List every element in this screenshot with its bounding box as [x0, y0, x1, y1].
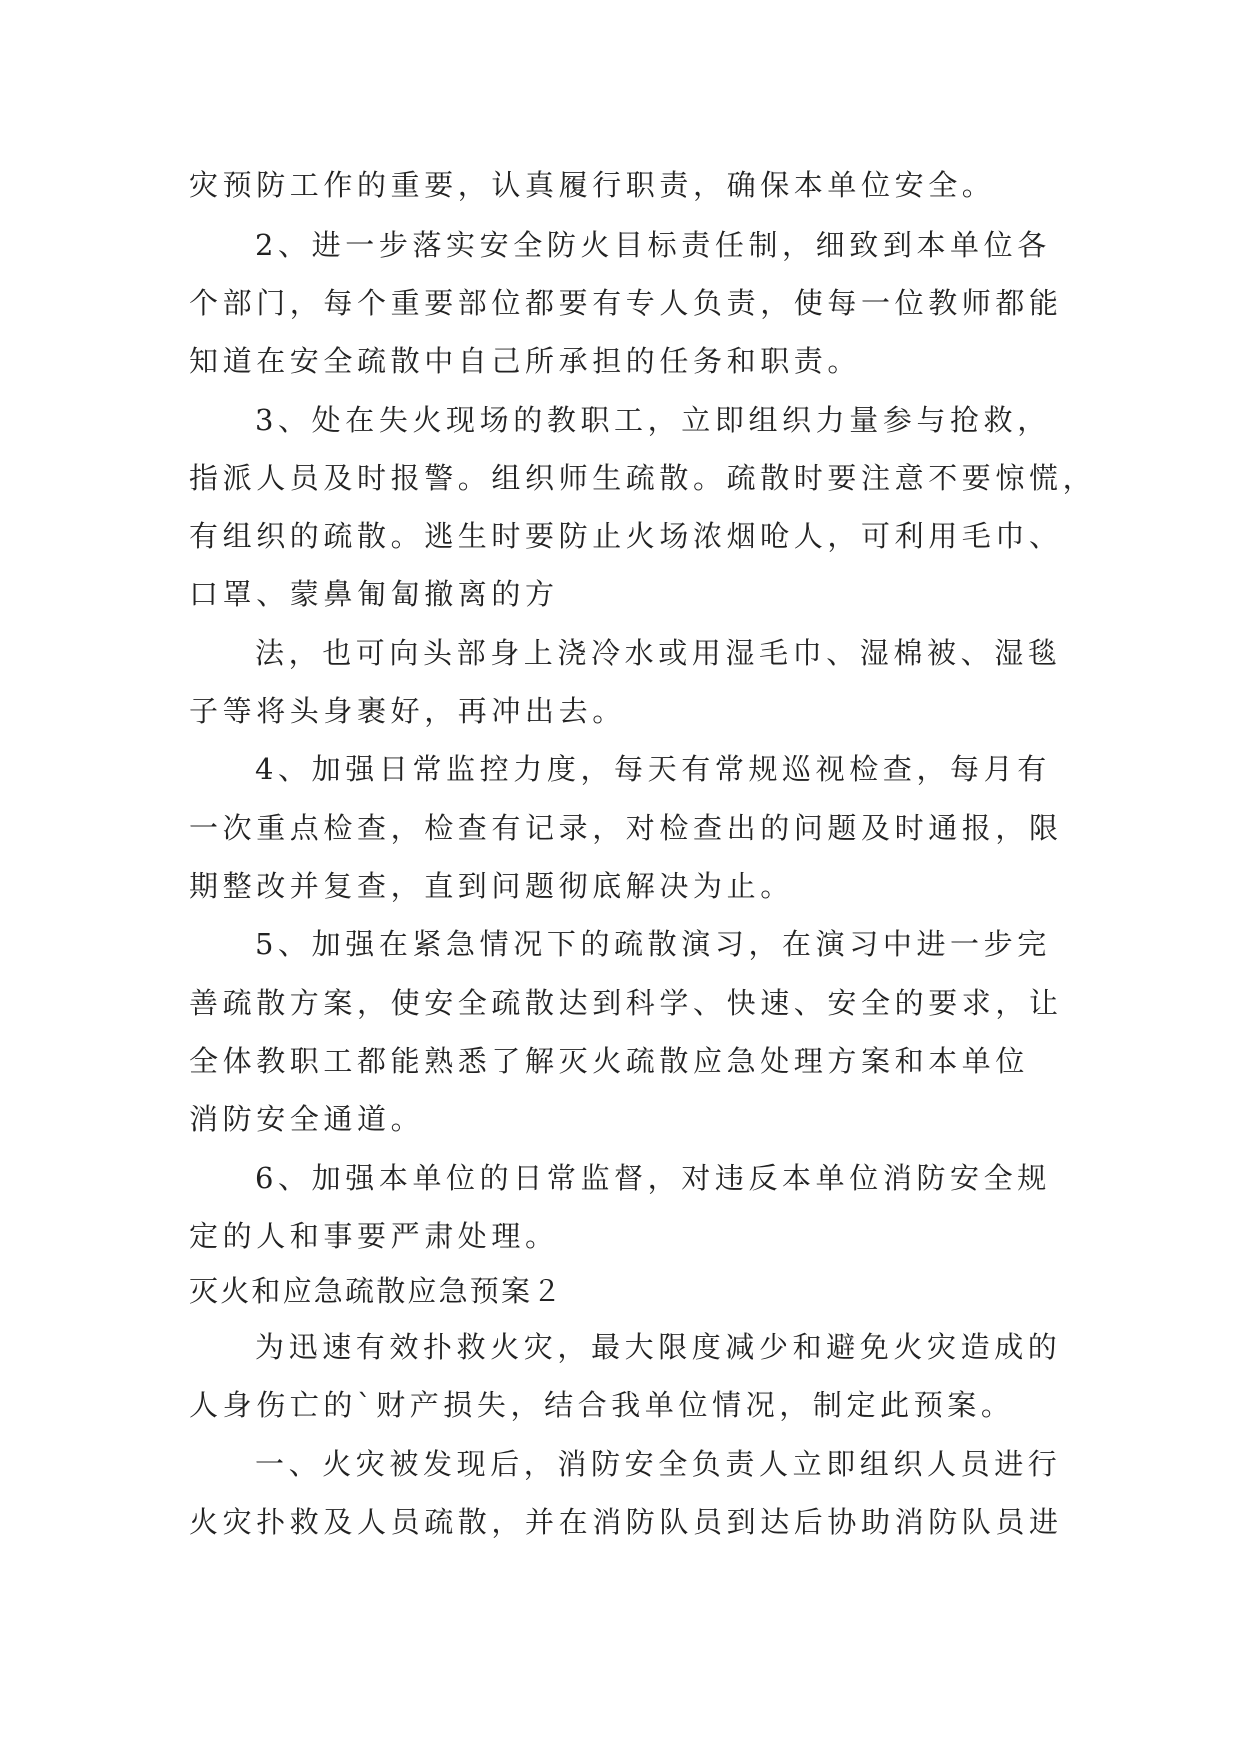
text-line: 个部门，每个重要部位都要有专人负责，使每一位教师都能	[189, 286, 1063, 320]
text-line: 有组织的疏散。逃生时要防止火场浓烟呛人，可利用毛巾、	[189, 519, 1063, 553]
text-line: 指派人员及时报警。组织师生疏散。疏散时要注意不要惊慌，	[189, 461, 1097, 495]
paragraph-item-5-start: 5、加强在紧急情况下的疏散演习，在演习中进一步完	[255, 927, 1051, 961]
paragraph-item-6-start: 6、加强本单位的日常监督，对违反本单位消防安全规	[255, 1161, 1051, 1195]
paragraph-step-1-start: 一、火灾被发现后，消防安全负责人立即组织人员进行	[255, 1447, 1062, 1481]
text-line: 善疏散方案，使安全疏散达到科学、快速、安全的要求，让	[189, 986, 1063, 1020]
text-line: 灾预防工作的重要，认真履行职责，确保本单位安全。	[189, 168, 996, 202]
text-line: 子等将头身裹好，再冲出去。	[189, 694, 626, 728]
text-line: 全体教职工都能熟悉了解灭火疏散应急处理方案和本单位	[189, 1044, 1030, 1078]
paragraph-item-4-start: 4、加强日常监控力度，每天有常规巡视检查，每月有	[255, 752, 1051, 786]
text-line: 口罩、蒙鼻匍匐撤离的方	[189, 577, 559, 611]
text-line: 知道在安全疏散中自己所承担的任务和职责。	[189, 344, 862, 378]
text-line: 消防安全通道。	[189, 1102, 425, 1136]
paragraph-item-2-start: 2、进一步落实安全防火目标责任制，细致到本单位各	[255, 228, 1051, 262]
text-line: 火灾扑救及人员疏散，并在消防队员到达后协助消防队员进	[189, 1505, 1063, 1539]
section-heading: 灭火和应急疏散应急预案２	[189, 1274, 564, 1308]
text-line: 定的人和事要严肃处理。	[189, 1219, 559, 1253]
text-line: 期整改并复查，直到问题彻底解决为止。	[189, 869, 794, 903]
text-line: 人身伤亡的`财产损失，结合我单位情况，制定此预案。	[189, 1388, 1015, 1422]
text-line: 一次重点检查，检查有记录，对检查出的问题及时通报，限	[189, 811, 1063, 845]
paragraph-continuation: 法，也可向头部身上浇冷水或用湿毛巾、湿棉被、湿毯	[255, 636, 1062, 670]
paragraph-intro-start: 为迅速有效扑救火灾，最大限度减少和避免火灾造成的	[255, 1330, 1062, 1364]
paragraph-item-3-start: 3、处在失火现场的教职工，立即组织力量参与抢救，	[255, 403, 1051, 437]
